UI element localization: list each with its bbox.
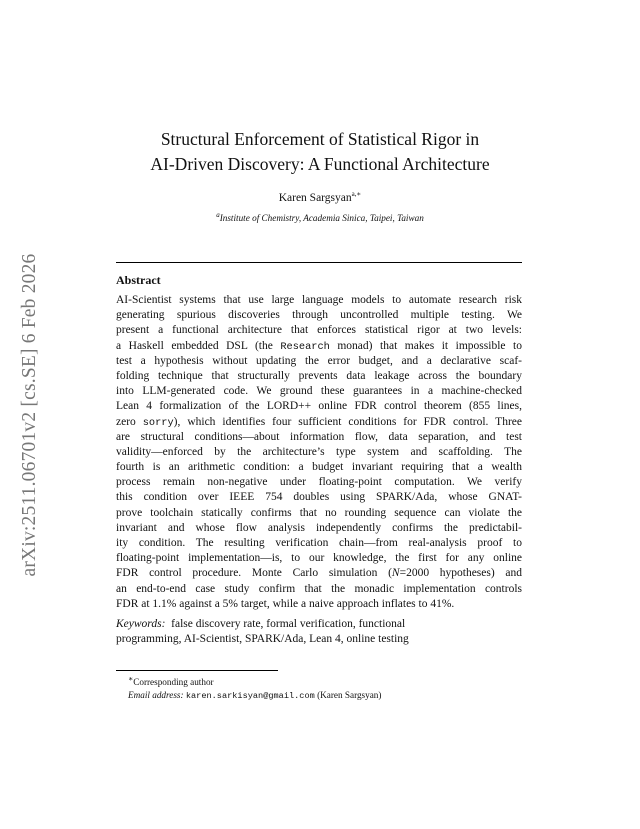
abstract-text: prove toolchain statically confirms that no rounding sequence can violate the xyxy=(116,506,522,519)
abstract-line xyxy=(116,521,522,536)
author-marks: a,∗ xyxy=(351,190,362,198)
abstract-line xyxy=(116,293,522,308)
abstract-line xyxy=(116,597,522,612)
abstract-line xyxy=(116,475,522,490)
abstract-line xyxy=(116,354,522,369)
abstract-line xyxy=(116,566,522,581)
abstract-text: are structural conditions—about information flow, data separation, and test xyxy=(116,430,522,443)
abstract-text: a Haskell embedded DSL (the xyxy=(116,339,281,352)
abstract-line xyxy=(116,445,522,460)
abstract-text: =2000 hypotheses) and xyxy=(399,567,522,580)
footnotes xyxy=(116,672,522,703)
abstract-text: fourth is an arithmetic condition: a budget invariant requiring that a wealth xyxy=(116,461,522,474)
abstract-line xyxy=(116,399,522,414)
code-research: Research xyxy=(280,340,330,353)
abstract-line xyxy=(116,415,522,430)
abstract-text: this condition over IEEE 754 doubles using SPARK/Ada, whose GNAT- xyxy=(116,491,522,504)
footnote-text: Corresponding author xyxy=(133,677,214,688)
abstract-text: zero xyxy=(116,415,143,428)
keywords xyxy=(116,617,522,647)
abstract-text: ), which identifies four sufficient conditions for FDR control. Three xyxy=(173,415,522,428)
abstract-text: FDR at 1.1% against a 5% target, while a naive approach inflates to 41%. xyxy=(116,597,455,610)
footnote-email xyxy=(116,689,522,703)
abstract-text: process remain non-negative under floating-point computation. We verify xyxy=(116,476,522,489)
keywords-line: programming, AI-Scientist, SPARK/Ada, Lean 4, online testing xyxy=(116,633,409,646)
abstract-line xyxy=(116,551,522,566)
abstract-text: present a functional architecture that enforces statistical rigor at two levels: xyxy=(116,324,522,337)
arxiv-identifier-text: arXiv:2511.06701v2 [cs.SE] 6 Feb 2026 xyxy=(19,253,40,577)
keywords-text: false discovery rate, formal verification, functional xyxy=(171,618,406,630)
arxiv-identifier xyxy=(10,240,50,590)
abstract-line xyxy=(116,323,522,338)
keywords-line xyxy=(116,617,522,632)
abstract-line xyxy=(116,582,522,597)
affiliation-line xyxy=(90,211,550,223)
abstract-text: Lean 4 formalization of the LORD++ online FDR control theorem (855 lines, xyxy=(116,400,522,413)
abstract-text: test a hypothesis without updating the error budget, and a declarative scaf- xyxy=(116,354,522,367)
author-name: Karen Sargsyan xyxy=(278,191,352,204)
footnote-rule xyxy=(116,670,278,671)
abstract-text: validity—enforced by the architecture’s type system and scaffolding. The xyxy=(116,445,522,458)
abstract-top-rule xyxy=(116,262,522,263)
math-n: N xyxy=(391,567,400,580)
abstract-line xyxy=(116,339,522,354)
abstract-text: generating spurious discoveries through uncontrolled multiple testing. We xyxy=(116,309,522,322)
title-line: AI-Driven Discovery: A Functional Architecture xyxy=(150,154,490,174)
abstract-line xyxy=(116,369,522,384)
abstract-text: invariant and whose flow analysis independently confirms the predictabil- xyxy=(116,521,522,534)
abstract-line xyxy=(116,536,522,551)
footnote-corresponding xyxy=(116,672,522,689)
abstract-heading: Abstract xyxy=(116,273,161,287)
abstract-line xyxy=(116,384,522,399)
author-line xyxy=(90,190,550,204)
email-address[interactable]: karen.sarkisyan@gmail.com xyxy=(185,691,315,702)
affiliation-text: Institute of Chemistry, Academia Sinica, Taipei, Taiwan xyxy=(219,213,424,224)
paper-title xyxy=(90,127,550,177)
keywords-label: Keywords: xyxy=(116,618,166,630)
affiliation-mark: a xyxy=(216,211,220,219)
footnote-mark: ∗ xyxy=(128,674,134,683)
abstract-text: AI-Scientist systems that use large language models to automate research risk xyxy=(116,294,522,306)
abstract-line xyxy=(116,490,522,505)
abstract-line xyxy=(116,430,522,445)
email-label: Email address: xyxy=(128,690,184,701)
abstract-text: FDR control procedure. Monte Carlo simulation ( xyxy=(116,567,392,580)
abstract-line xyxy=(116,308,522,323)
abstract-body xyxy=(116,293,522,612)
abstract-text: folding technique that structurally prevents data leakage across the boundary xyxy=(116,369,522,382)
abstract-text: monad) that makes it impossible to xyxy=(329,339,522,352)
abstract-text: floating-point implementation—is, to our knowledge, the first for any online xyxy=(116,552,522,565)
abstract-text: ity condition. The resulting verification chain—from real-analysis proof to xyxy=(116,537,522,549)
title-line: Structural Enforcement of Statistical Rigor in xyxy=(160,129,480,149)
abstract-text: an end-to-end case study confirm that the monadic implementation controls xyxy=(116,582,522,595)
abstract-text: into LLM-generated code. We ground these guarantees in a machine-checked xyxy=(116,385,522,398)
abstract-line xyxy=(116,506,522,521)
abstract-line xyxy=(116,460,522,475)
code-sorry: sorry xyxy=(142,416,174,429)
email-owner: (Karen Sargsyan) xyxy=(317,690,382,701)
